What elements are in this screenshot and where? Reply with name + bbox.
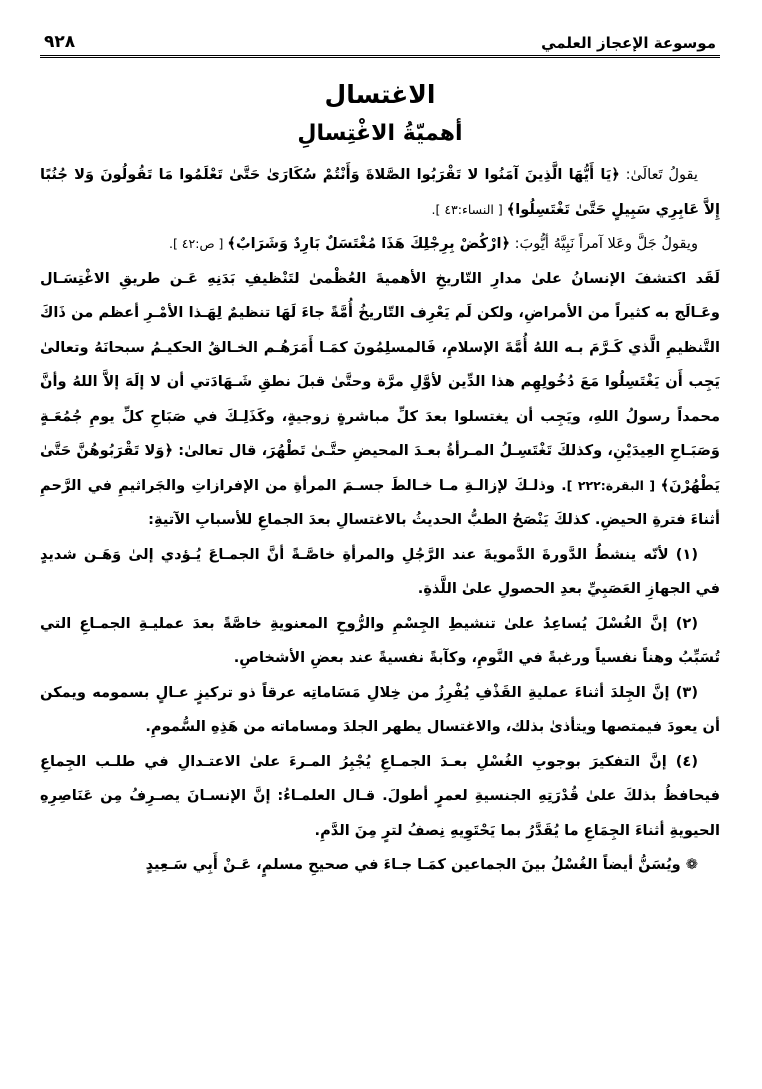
- paragraph-quran-nisa: [40, 158, 720, 227]
- reason-1: (١) لأنّه ينشطُ الدَّورةَ الدَّمويةَ عند الرَّجُلِ والمرأةِ خاصَّـةً أنَّ الجمـاعَ يُـؤدي إلىٰ وَهَـن شديدٍ في الجهازِ العَصَبِيِّ بعدِ الحصولِ علىٰ اللَّذةِ.: [40, 545, 720, 597]
- page-number: ٩٢٨: [44, 32, 76, 52]
- quran-verse: ﴿وَلا تَقْرَبُوهُنَّ حَتَّىٰ يَطْهُرْنَ﴾: [40, 442, 720, 494]
- section-title: أهميّةُ الاغْتِسالِ: [297, 121, 463, 146]
- paragraph-lead: ويقولُ جَلَّ وعَلا آمراً نَبِيَّهُ أيُّوبَ:: [510, 235, 698, 252]
- reason-3: (٣) إنَّ الجِلدَ أثناءَ عمليةِ القَذْفِ يُفْرِزُ من خِلالِ مَسَاماتِه عرقاً ذو تركيزٍ عـالٍ بسمومه ويمكن أن يعودَ فيمتصها ويتأذىٰ بذلك، والاغتسال يطهر الجلدَ ومساماته من هَذِهِ السُّمومِ.: [40, 683, 720, 735]
- paragraph-tail: . وذلـكَ لإزالـةِ مـا خـالطَ جسـمَ المرأةِ من الإفرازاتِ والجَراثيمِ في الرَّحمِ أثناءَ فترةِ الحيضِ. كذلكَ يَنْصَحُ الطبُّ الحديثُ بالاغتسالِ بعدَ الجماعِ للأسبابِ الآتيةِ:: [40, 476, 720, 528]
- reason-4: (٤) إنَّ التفكيرَ بوجوبِ الغُسْلِ بعـدَ الجمـاعِ يُجْبِرُ المـرءَ علىٰ الاعتـدالِ في طلـب الجِماعِ فيحافظُ بذلكَ علىٰ قُدْرَتِهِ الجنسيةِ لعمرٍ أطولَ. قـال العلمـاءُ: إنَّ الإنسـانَ يصـرِفُ مِن عَنَاصِرِهِ الحيويةِ أثناءَ الجِمَاعِ ما يُقَدَّرُ بما يَحْتَوِيهِ نِصفُ لترٍ مِنَ الدَّمِ.: [40, 752, 720, 839]
- paragraph-text: لَقَد اكتشفَ الإنسانُ علىٰ مدارِ التّاريخِ الأهميةَ العُظْمىٰ لتَنْظيفِ بَدَنِهِ عَـن طريقِ الاغْتِسَـال وعَـالَج به كثيراً من الأمراضِ، ولكن لَم يَعْرِف التّاريخُ أُمَّةً جاءَ لَهَا تنظيمٌ لِهَـذا الأمْـرِ أعظم من ذَاكَ التَّنظيمِ الَّذي كَـرَّمَ بـه اللهُ أُمَّةَ الإسلامِ، فَالمسلِمُونَ كمَـا أَمَرَهُـم الخـالقُ الحكيـمُ سبحانَهُ وتعالىٰ يَجِب أَن يَغْتَسِلُوا مَعَ دُخُولِهِم هذا الدِّين لأوَّلِ مرَّة وحتَّىٰ قبلَ نطقِ شَـهَادَتي أن لا إلَهَ إلاَّ اللهُ وأنَّ محمداً رسولُ اللهِ، ويَجِب أن يغتسلوا بعدَ كلِّ مباشرةٍ زوجيةٍ، وكَذَلِـكَ في صَبَاحِ كلِّ يومِ جُمُعَـةٍ وَصَبَـاحِ العِيدَيْنِ، وكذلكَ تَغْتَسِـلُ المـرأةُ بعـدَ المحيضِ حتَّـىٰ تَطْهُرَ، قال تعالىٰ:: [40, 269, 720, 459]
- running-header: [40, 32, 720, 58]
- book-title: موسوعة الإعجاز العلمي: [541, 34, 716, 52]
- verse-reference: [ النساء:٤٣ ].: [431, 201, 507, 217]
- verse-reference: [ البقرة:٢٢٢ ]: [566, 477, 661, 493]
- paragraph-history: [40, 262, 720, 538]
- paragraph-lead: يقولُ تَعالَىٰ:: [619, 166, 698, 183]
- paragraph-quran-sad: [40, 227, 720, 262]
- quran-verse: ﴿يَا أَيُّهَا الَّذِينَ آمَنُوا لا تَقْرَبُوا الصَّلاةَ وَأَنْتُمْ سُكَارَىٰ حَتَّىٰ تَعْلَمُوا مَا تَقُولُونَ وَلا جُنُبًا إِلاَّ عَابِرِي سَبِيلٍ حَتَّىٰ تَغْتَسِلُوا﴾: [40, 166, 720, 218]
- quran-verse: ﴿ارْكُضْ بِرِجْلِكَ هَذَا مُغْتَسَلٌ بَارِدٌ وَشَرَابٌ﴾: [227, 235, 510, 252]
- paragraph-sunnah: ❁ ويُسَنُّ أيضاً الغُسْلُ بينَ الجماعين كمَـا جـاءَ في صحيحِ مسلمٍ، عَـنْ أَبِي سَـعِيدٍ: [145, 856, 698, 873]
- reason-2: (٢) إنَّ الغُسْلَ يُساعِدُ علىٰ تنشيطِ الجِسْمِ والرُّوحِ المعنويةِ خاصَّةً بعدَ عمليـةِ الجمـاعِ التي تُسَبِّبُ وهناً نفسياً ورغبةً في النَّومِ، وكآبةً نفسيةً عند بعضِ الأشخاصِ.: [40, 614, 720, 666]
- chapter-title: الاغتسال: [324, 80, 436, 109]
- verse-reference: [ ص:٤٢ ].: [168, 236, 228, 251]
